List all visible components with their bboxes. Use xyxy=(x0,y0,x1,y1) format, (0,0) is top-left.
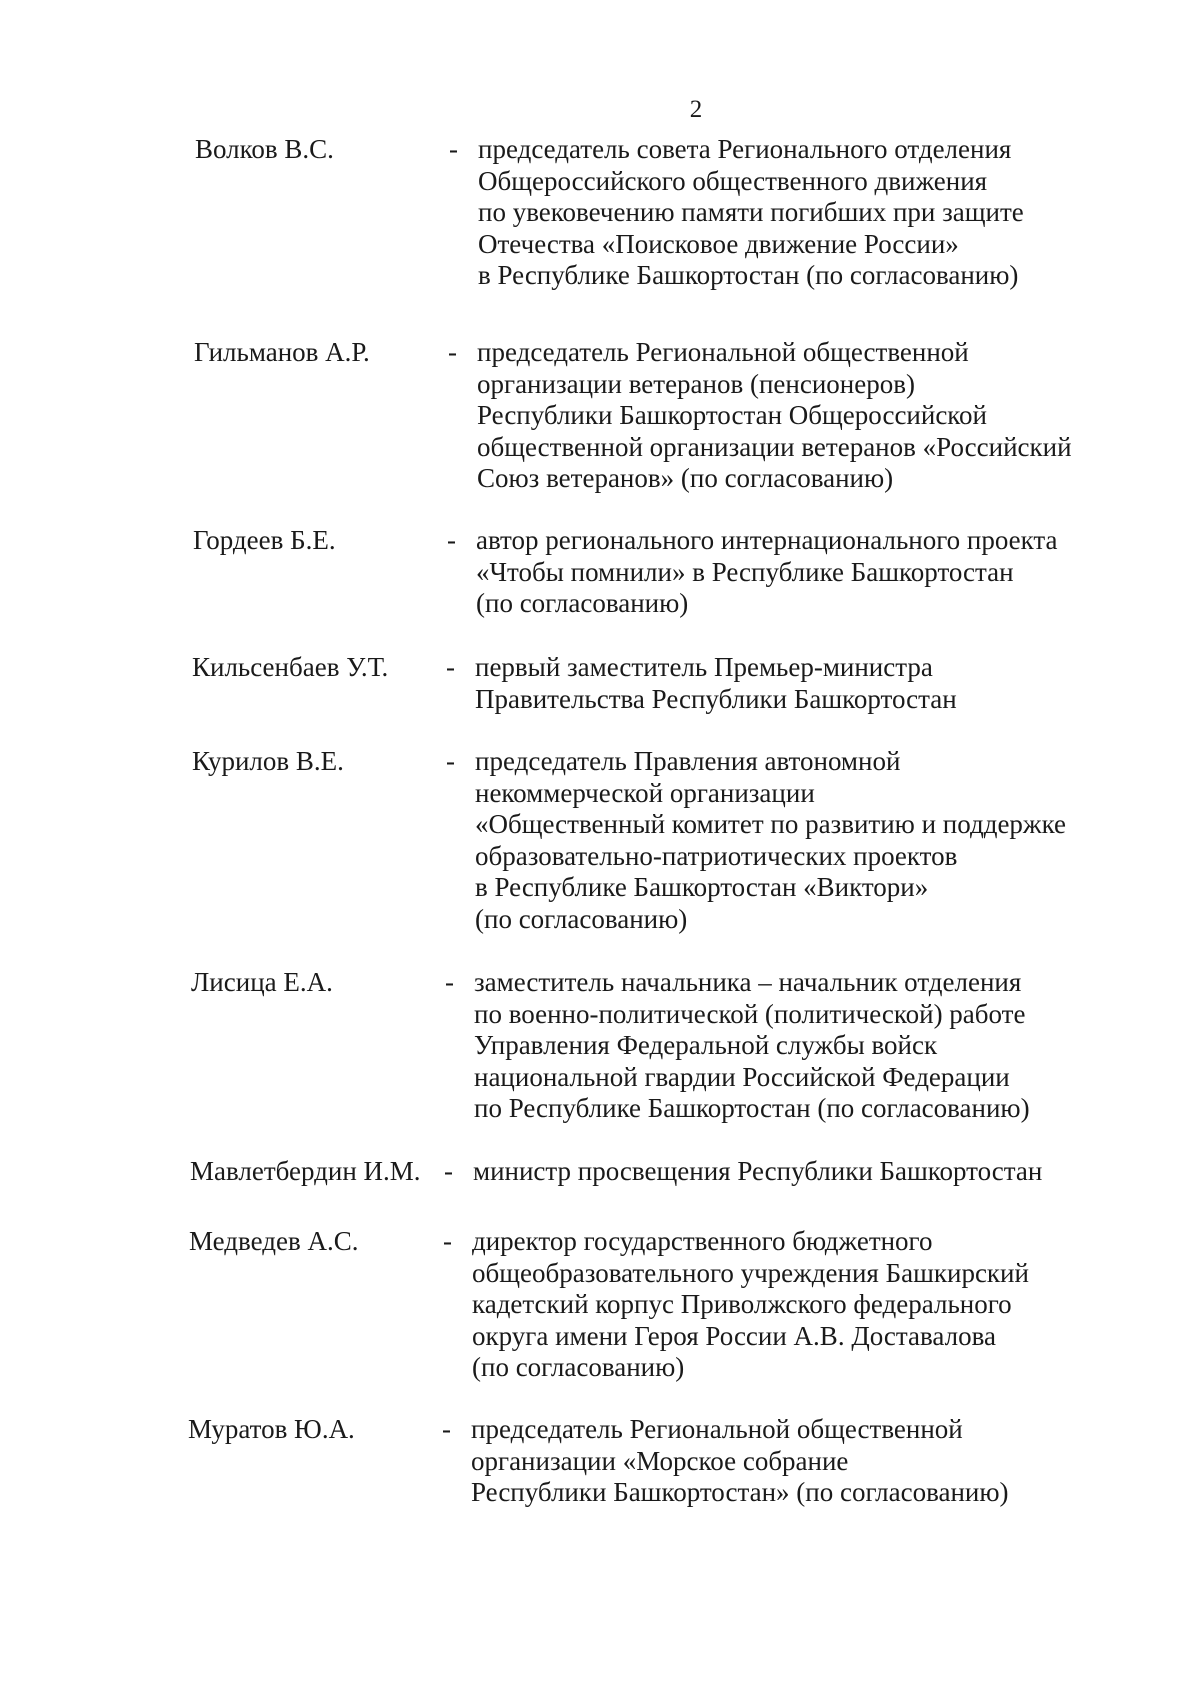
member-description xyxy=(472,1226,1112,1384)
description-line: в Республике Башкортостан «Виктори» xyxy=(475,872,929,902)
description-line: общественной организации ветеранов «Российский xyxy=(477,431,1072,462)
member-name: Мавлетбердин И.М. xyxy=(190,1156,421,1186)
member-description xyxy=(476,525,1116,620)
description-line: Республики Башкортостан» (по согласованию) xyxy=(471,1477,1009,1507)
description-line: кадетский корпус Приволжского федерального xyxy=(472,1289,1012,1319)
member-dash: - xyxy=(447,525,456,555)
description-line: в Республике Башкортостан (по согласованию) xyxy=(478,260,1019,290)
member-name: Курилов В.Е. xyxy=(192,746,344,776)
description-line: председатель Региональной общественной xyxy=(471,1414,963,1444)
description-line: министр просвещения Республики Башкортостан xyxy=(473,1156,1043,1186)
member-name: Лисица Е.А. xyxy=(191,967,333,997)
description-line: (по согласованию) xyxy=(472,1352,685,1382)
description-line: по увековечению памяти погибших при защите xyxy=(478,197,1024,227)
member-dash: - xyxy=(443,1226,452,1256)
member-description xyxy=(473,1156,1113,1188)
description-line: национальной гвардии Российской Федерации xyxy=(474,1061,1010,1092)
description-line: организации ветеранов (пенсионеров) xyxy=(477,368,915,399)
description-line: общеобразовательного учреждения Башкирский xyxy=(472,1257,1029,1288)
description-line: некоммерческой организации xyxy=(475,777,815,808)
member-description xyxy=(475,746,1115,935)
member-name: Медведев А.С. xyxy=(189,1226,359,1256)
description-line: (по согласованию) xyxy=(475,903,688,934)
description-line: председатель Региональной общественной xyxy=(477,337,969,367)
member-name: Волков В.С. xyxy=(195,134,334,164)
description-line: организации «Морское собрание xyxy=(471,1445,849,1476)
description-line: директор государственного бюджетного xyxy=(472,1226,933,1256)
description-line: председатель Правления автономной xyxy=(475,746,901,776)
description-line: Общероссийского общественного движения xyxy=(478,165,988,196)
member-description xyxy=(474,967,1114,1125)
member-description xyxy=(475,652,1115,715)
description-line: Правительства Республики Башкортостан xyxy=(475,683,957,714)
member-name: Муратов Ю.А. xyxy=(188,1414,355,1444)
description-line: Отечества «Поисковое движение России» xyxy=(478,228,959,259)
description-line: округа имени Героя России А.В. Доставалова xyxy=(472,1320,996,1351)
description-line: председатель совета Регионального отделения xyxy=(478,134,1012,164)
description-line: по Республике Башкортостан (по согласованию) xyxy=(474,1093,1030,1123)
member-name: Гильманов А.Р. xyxy=(194,337,370,367)
member-description xyxy=(477,337,1117,495)
description-line: первый заместитель Премьер-министра xyxy=(475,652,933,682)
description-line: (по согласованию) xyxy=(476,588,689,618)
page-number: 2 xyxy=(689,96,703,123)
description-line: образовательно-патриотических проектов xyxy=(475,840,958,871)
member-dash: - xyxy=(449,134,458,164)
description-line: автор регионального интернационального проекта xyxy=(476,525,1058,555)
member-dash: - xyxy=(442,1414,451,1444)
member-description xyxy=(471,1414,1111,1509)
member-dash: - xyxy=(445,967,454,997)
member-dash: - xyxy=(444,1156,453,1186)
member-name: Кильсенбаев У.Т. xyxy=(192,652,389,682)
member-dash: - xyxy=(446,746,455,776)
member-dash: - xyxy=(448,337,457,367)
description-line: Управления Федеральной службы войск xyxy=(474,1030,938,1060)
description-line: «Чтобы помнили» в Республике Башкортостан xyxy=(476,556,1014,587)
member-name: Гордеев Б.Е. xyxy=(193,525,336,555)
description-line: Союз ветеранов» (по согласованию) xyxy=(477,463,894,493)
description-line: Республики Башкортостан Общероссийской xyxy=(477,400,988,430)
description-line: «Общественный комитет по развитию и поддержке xyxy=(475,809,1067,839)
description-line: заместитель начальника – начальник отделения xyxy=(474,967,1022,997)
description-line: по военно-политической (политической) работе xyxy=(474,998,1026,1029)
member-dash: - xyxy=(446,652,455,682)
member-description xyxy=(478,134,1118,292)
